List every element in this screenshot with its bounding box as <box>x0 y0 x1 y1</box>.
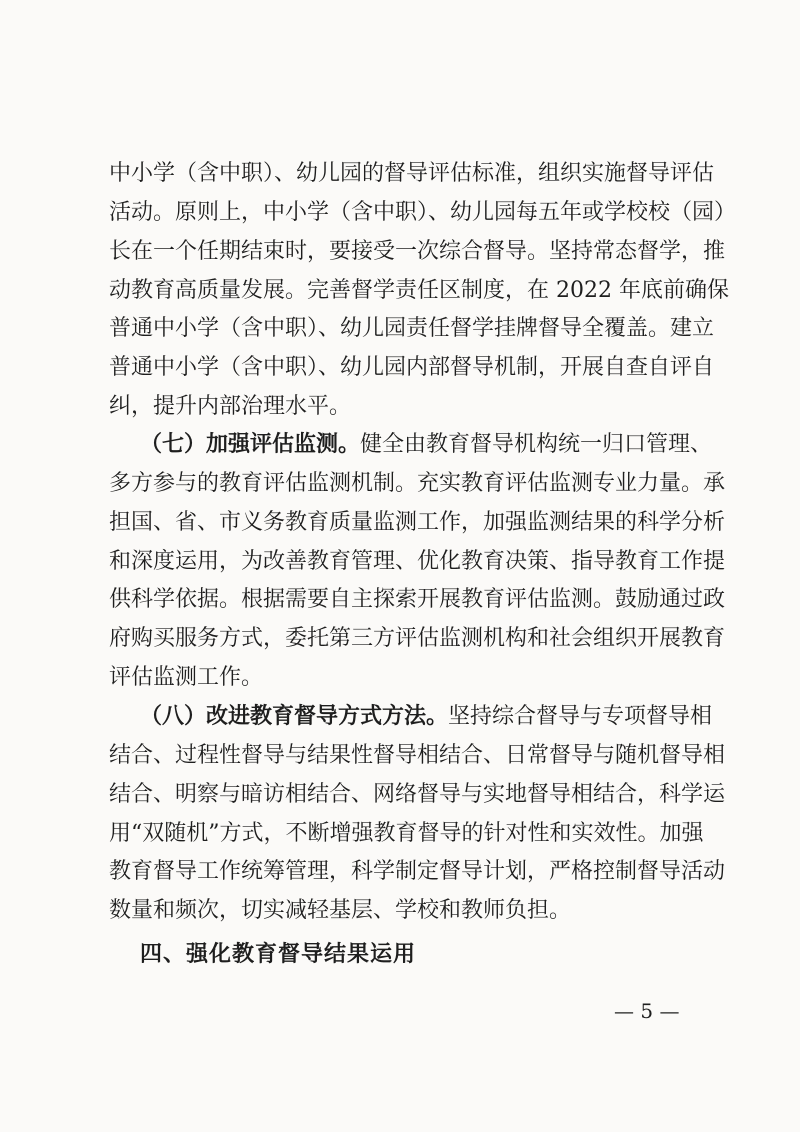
paragraph-3-heading: （八）改进教育督导方式方法。 <box>140 704 449 729</box>
paragraph-1-line-1: 中小学（含中职）、幼儿园的督导评估标准，组织实施督导评估 <box>109 161 715 186</box>
paragraph-2-line-1 <box>140 425 713 465</box>
page-number: — 5 — <box>614 999 680 1023</box>
paragraph-3-line-3: 结合、明察与暗访相结合、网络督导与实地督导相结合，科学运 <box>109 782 726 807</box>
paragraph-1-line-3: 长在一个任期结束时，要接受一次综合督导。坚持常态督学，推 <box>109 239 726 264</box>
paragraph-1-line-7: 纠，提升内部治理水平。 <box>109 394 352 419</box>
paragraph-2-line-2: 多方参与的教育评估监测机制。充实教育评估监测专业力量。承 <box>109 471 726 496</box>
paragraph-3-line-6: 数量和频次，切实减轻基层、学校和教师负担。 <box>109 898 572 923</box>
paragraph-1-line-4: 动教育高质量发展。完善督学责任区制度，在 2022 年底前确保 <box>109 278 729 303</box>
paragraph-1-line-2: 活动。原则上，中小学（含中职）、幼儿园每五年或学校校（园） <box>109 200 737 225</box>
paragraph-2-line-6: 府购买服务方式，委托第三方评估监测机构和社会组织开展教育 <box>109 626 726 651</box>
paragraph-2-line-3: 担国、省、市义务教育质量监测工作，加强监测结果的科学分析 <box>109 510 726 535</box>
paragraph-1-line-5: 普通中小学（含中职）、幼儿园责任督学挂牌督导全覆盖。建立 <box>109 316 715 341</box>
paragraph-1-line-6: 普通中小学（含中职）、幼儿园内部督导机制，开展自查自评自 <box>109 355 715 380</box>
paragraph-3-line-2: 结合、过程性督导与结果性督导相结合、日常督导与随机督导相 <box>109 743 726 768</box>
paragraph-3-line-1 <box>140 697 713 737</box>
paragraph-2-line-5: 供科学依据。根据需要自主探索开展教育评估监测。鼓励通过政 <box>109 587 726 612</box>
paragraph-3-line-5: 教育督导工作统筹管理，科学制定督导计划，严格控制督导活动 <box>109 859 726 884</box>
paragraph-2-line-7: 评估监测工作。 <box>109 665 264 690</box>
paragraph-3-line-4: 用“双随机”方式，不断增强教育督导的针对性和实效性。加强 <box>109 821 704 846</box>
paragraph-3-line-1-text: 坚持综合督导与专项督导相 <box>448 704 713 729</box>
paragraph-2-line-1-text: 健全由教育督导机构统一归口管理、 <box>360 432 713 457</box>
paragraph-2-line-4: 和深度运用，为改善教育管理、优化教育决策、指导教育工作提 <box>109 549 726 574</box>
section-heading: 四、强化教育督导结果运用 <box>140 942 417 967</box>
paragraph-2-heading: （七）加强评估监测。 <box>140 432 361 457</box>
